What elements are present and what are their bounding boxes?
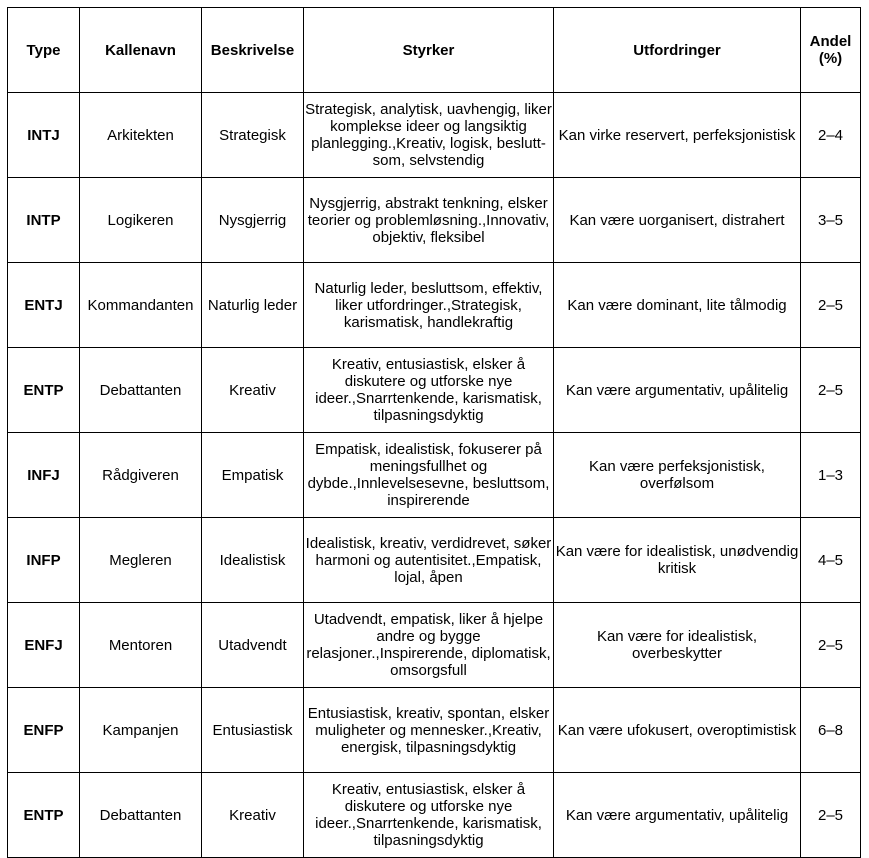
header-challenges: Utfordringer xyxy=(554,8,801,93)
cell-challenges: Kan være dominant, lite tålmodig xyxy=(554,263,801,348)
cell-share: 1–3 xyxy=(801,433,861,518)
cell-description: Entusiastisk xyxy=(202,688,304,773)
cell-share: 3–5 xyxy=(801,178,861,263)
cell-strengths: Naturlig leder, besluttsom, effektiv, liker utfordringer.,Strategisk, karismatisk, handlekraftig xyxy=(304,263,554,348)
header-description: Beskrivelse xyxy=(202,8,304,93)
cell-description: Nysgjerrig xyxy=(202,178,304,263)
cell-type: INTP xyxy=(8,178,80,263)
cell-type: INFJ xyxy=(8,433,80,518)
cell-description: Naturlig leder xyxy=(202,263,304,348)
cell-share: 6–8 xyxy=(801,688,861,773)
table-row xyxy=(8,603,861,688)
cell-description: Kreativ xyxy=(202,773,304,858)
cell-nickname: Rådgiveren xyxy=(80,433,202,518)
header-share: Andel (%) xyxy=(801,8,861,93)
cell-challenges: Kan være for idealistisk, unødvendig kritisk xyxy=(554,518,801,603)
table-row xyxy=(8,93,861,178)
cell-share: 2–5 xyxy=(801,348,861,433)
table-row xyxy=(8,263,861,348)
cell-challenges: Kan være ufokusert, overoptimistisk xyxy=(554,688,801,773)
cell-nickname: Kampanjen xyxy=(80,688,202,773)
cell-description: Idealistisk xyxy=(202,518,304,603)
cell-nickname: Arkitekten xyxy=(80,93,202,178)
cell-type: ENFP xyxy=(8,688,80,773)
cell-challenges: Kan være argumentativ, upålitelig xyxy=(554,348,801,433)
cell-description: Utadvendt xyxy=(202,603,304,688)
table-row xyxy=(8,348,861,433)
header-strengths: Styrker xyxy=(304,8,554,93)
cell-description: Kreativ xyxy=(202,348,304,433)
cell-challenges: Kan være for idealistisk, overbeskytter xyxy=(554,603,801,688)
header-type: Type xyxy=(8,8,80,93)
cell-description: Empatisk xyxy=(202,433,304,518)
cell-strengths: Kreativ, entusiastisk, elsker å diskutere og utforske nye ideer.,Snarrtenkende, karismatisk, tilpasningsdyktig xyxy=(304,348,554,433)
cell-type: ENTJ xyxy=(8,263,80,348)
cell-share: 2–5 xyxy=(801,773,861,858)
header-row xyxy=(8,8,861,93)
cell-strengths: Entusiastisk, kreativ, spontan, elsker muligheter og mennesker.,Kreativ, energisk, tilpasningsdyktig xyxy=(304,688,554,773)
cell-type: ENFJ xyxy=(8,603,80,688)
cell-nickname: Mentoren xyxy=(80,603,202,688)
cell-challenges: Kan være perfeksjonistisk, overfølsom xyxy=(554,433,801,518)
personality-table xyxy=(7,7,861,858)
cell-share: 2–5 xyxy=(801,263,861,348)
cell-type: ENTP xyxy=(8,348,80,433)
cell-nickname: Logikeren xyxy=(80,178,202,263)
cell-description: Strategisk xyxy=(202,93,304,178)
cell-type: INTJ xyxy=(8,93,80,178)
cell-challenges: Kan virke reservert, perfeksjonistisk xyxy=(554,93,801,178)
table-row xyxy=(8,433,861,518)
cell-strengths: Idealistisk, kreativ, verdidrevet, søker harmoni og autentisitet.,Empatisk, lojal, åpen xyxy=(304,518,554,603)
table-row xyxy=(8,178,861,263)
cell-type: INFP xyxy=(8,518,80,603)
table-row xyxy=(8,688,861,773)
cell-challenges: Kan være uorganisert, distrahert xyxy=(554,178,801,263)
header-nickname: Kallenavn xyxy=(80,8,202,93)
cell-challenges: Kan være argumentativ, upålitelig xyxy=(554,773,801,858)
cell-strengths: Kreativ, entusiastisk, elsker å diskutere og utforske nye ideer.,Snarrtenkende, karismatisk, tilpasningsdyktig xyxy=(304,773,554,858)
cell-strengths: Utadvendt, empatisk, liker å hjelpe andre og bygge relasjoner.,Inspirerende, diplomatisk, omsorgsfull xyxy=(304,603,554,688)
cell-share: 2–4 xyxy=(801,93,861,178)
cell-type: ENTP xyxy=(8,773,80,858)
cell-strengths: Nysgjerrig, abstrakt tenkning, elsker teorier og problemløsning.,Innovativ, objektiv, fleksibel xyxy=(304,178,554,263)
cell-nickname: Kommandanten xyxy=(80,263,202,348)
cell-strengths: Strategisk, analytisk, uavhengig, liker komplekse ideer og langsiktig planlegging.,Kreativ, logisk, besluttsom, selvstendig xyxy=(304,93,554,178)
cell-share: 4–5 xyxy=(801,518,861,603)
cell-nickname: Debattanten xyxy=(80,348,202,433)
cell-nickname: Megleren xyxy=(80,518,202,603)
table-row xyxy=(8,518,861,603)
cell-share: 2–5 xyxy=(801,603,861,688)
cell-strengths: Empatisk, idealistisk, fokuserer på meningsfullhet og dybde.,Innlevelsesevne, besluttsom, inspirerende xyxy=(304,433,554,518)
table-row xyxy=(8,773,861,858)
cell-nickname: Debattanten xyxy=(80,773,202,858)
